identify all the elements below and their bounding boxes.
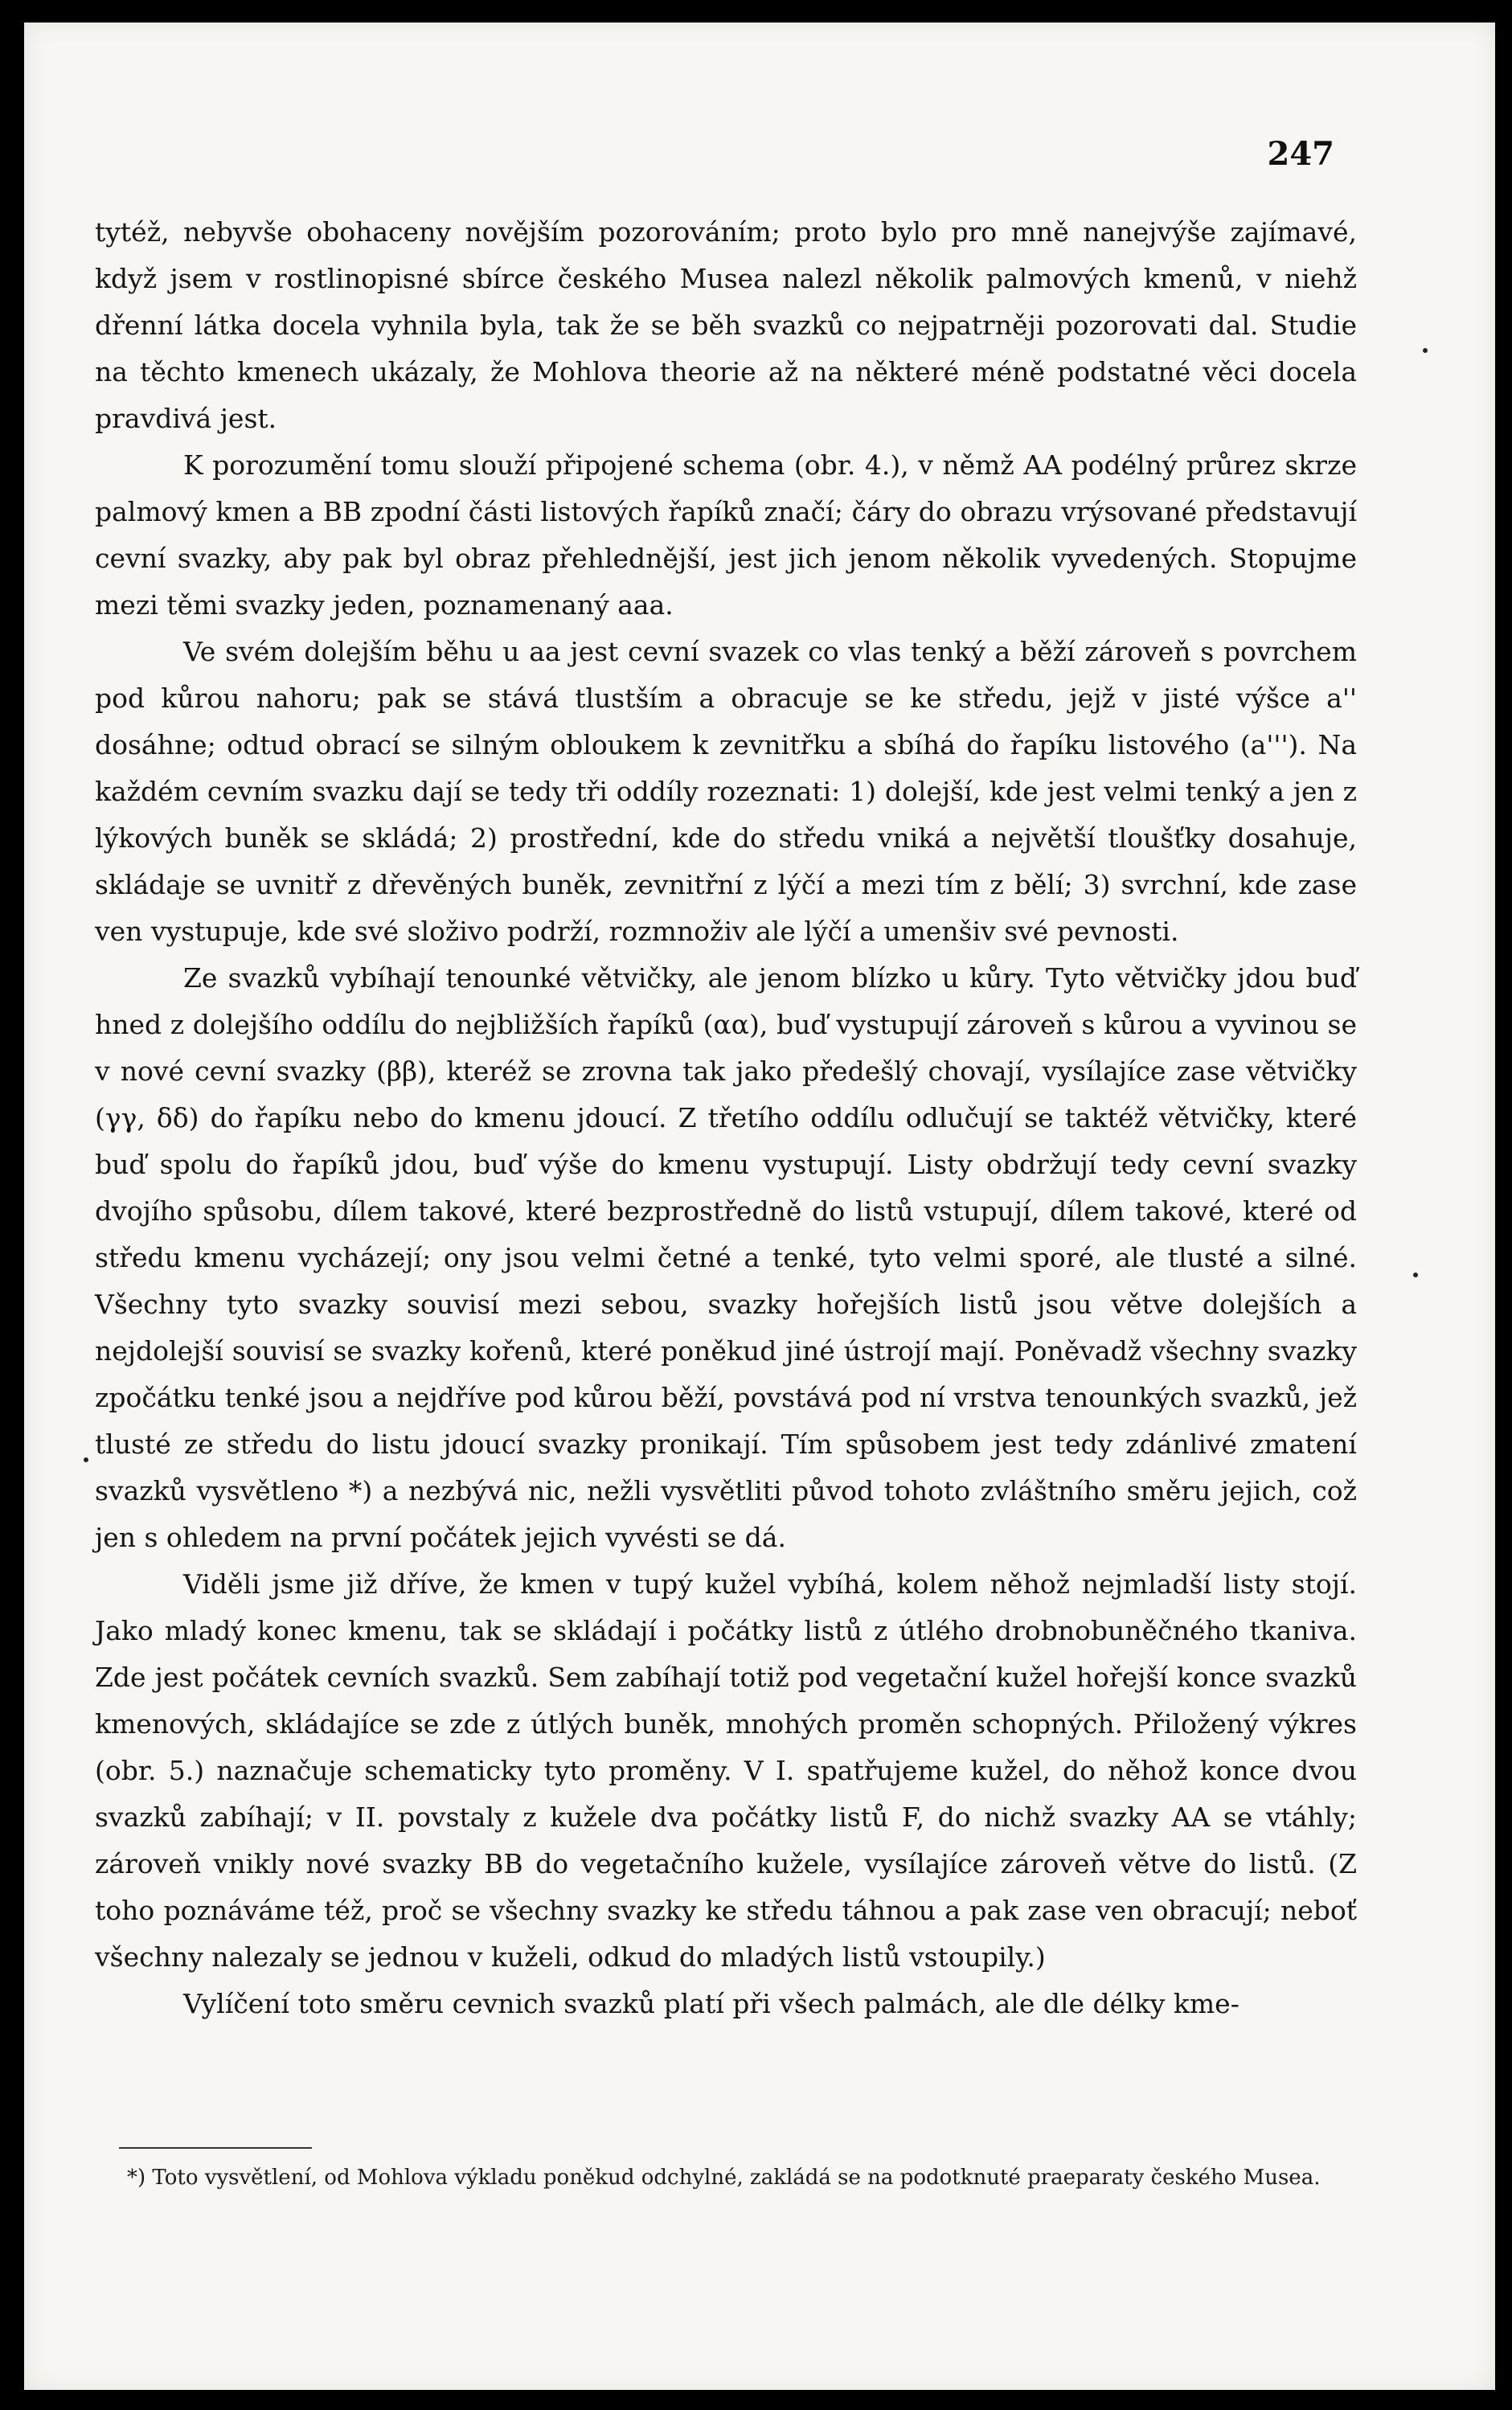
ink-speck [1423,348,1428,353]
page-number: 247 [1267,135,1334,173]
ink-speck [84,1457,88,1462]
footnote-divider [119,2147,312,2149]
paragraph-3: Ve svém dolejším běhu u aa jest cevní svazek co vlas tenký a běží zároveň s povrchem pod kůrou nahoru; pak se stává tlustším a obracuje se ke středu, jejž v jisté výšce a'' dosáhne; odtud obrací se silným obloukem k zevnitřku a sbíhá do řapíku listového (a'''). Na každém cevním svazku dají se tedy tři oddíly rozeznati: 1) dolejší, kde jest velmi tenký a jen z lýkových buněk se skládá; 2) prostřední, kde do středu vniká a největší tloušťky dosahuje, skládaje se uvnitř z dřevěných buněk, zevnitřní z lýčí a mezi tím z bělí; 3) svrchní, kde zase ven vystupuje, kde své složivo podrží, rozmnoživ ale lýčí a umenšiv své pevnosti. [95,636,1357,947]
paragraph-6: Vylíčení toto směru cevnich svazků platí při všech palmách, ale dle délky kme- [183,1988,1240,2019]
body-text [95,209,1357,2027]
footnote: *) Toto vysvětlení, od Mohlova výkladu poněkud odchylné, zakládá se na podotknuté praeparaty českého Musea. [127,2166,1321,2190]
ink-speck [1413,1273,1418,1277]
paragraph-2: K porozumění tomu slouží připojené schema (obr. 4.), v němž AA podélný průrez skrze palmový kmen a BB zpodní části listových řapíků značí; čáry do obrazu vrýsované představují cevní svazky, aby pak byl obraz přehlednější, jest jich jenom několik vyvedených. Stopujme mezi těmi svazky jeden, poznamenaný aaa. [95,449,1357,621]
book-page [24,23,1495,2390]
paragraph-5: Viděli jsme již dříve, že kmen v tupý kužel vybíhá, kolem něhož nejmladší listy stojí. Jako mladý konec kmenu, tak se skládají i počátky listů z útlého drobnobuněčného tkaniva. Zde jest počátek cevních svazků. Sem zabíhají totiž pod vegetační kužel hořejší konce svazků kmenových, skládajíce se zde z útlých buněk, mnohých proměn schopných. Přiložený výkres (obr. 5.) naznačuje schematicky tyto proměny. V I. spatřujeme kužel, do něhož konce dvou svazků zabíhají; v II. povstaly z kužele dva počátky listů F, do nichž svazky AA se vtáhly; zároveň vnikly nové svazky BB do vegetačního kužele, vysílajíce zároveň větve do listů. (Z toho poznáváme též, proč se všechny svazky ke středu táhnou a pak zase ven obracují; neboť všechny nalezaly se jednou v kuželi, odkud do mladých listů vstoupily.) [95,1568,1357,1973]
paragraph-1: tytéž, nebyvše obohaceny novějším pozorováním; proto bylo pro mně nanejvýše zajímavé, když jsem v rostlinopisné sbírce českého Musea nalezl několik palmových kmenů, v niehž dřenní látka docela vyhnila byla, tak že se běh svazků co nejpatrněji pozorovati dal. Studie na těchto kmenech ukázaly, že Mohlova theorie až na některé méně podstatné věci docela pravdivá jest. [95,216,1357,434]
paragraph-4: Ze svazků vybíhají tenounké větvičky, ale jenom blízko u kůry. Tyto větvičky jdou buď hned z dolejšího oddílu do nejbližších řapíků (αα), buď vystupují zároveň s kůrou a vyvinou se v nové cevní svazky (ββ), kteréž se zrovna tak jako předešlý chovají, vysílajíce zase větvičky (γγ, δδ) do řapíku nebo do kmenu jdoucí. Z třetího oddílu odlučují se taktéž větvičky, které buď spolu do řapíků jdou, buď výše do kmenu vystupují. Listy obdržují tedy cevní svazky dvojího spůsobu, dílem takové, které bezprostředně do listů vstupují, dílem takové, které od středu kmenu vycházejí; ony jsou velmi četné a tenké, tyto velmi sporé, ale tlusté a silné. Všechny tyto svazky souvisí mezi sebou, svazky hořejších listů jsou větve dolejších a nejdolejší souvisí se svazky kořenů, které poněkud jiné ústrojí mají. Poněvadž všechny svazky zpočátku tenké jsou a nejdříve pod kůrou běží, povstává pod ní vrstva tenounkých svazků, jež tlusté ze středu do listu jdoucí svazky pronikají. Tím spůsobem jest tedy zdánlivé zmatení svazků vysvětleno *) a nezbývá nic, nežli vysvětliti původ tohoto zvláštního směru jejich, což jen s ohledem na první počátek jejich vyvésti se dá. [95,962,1357,1553]
